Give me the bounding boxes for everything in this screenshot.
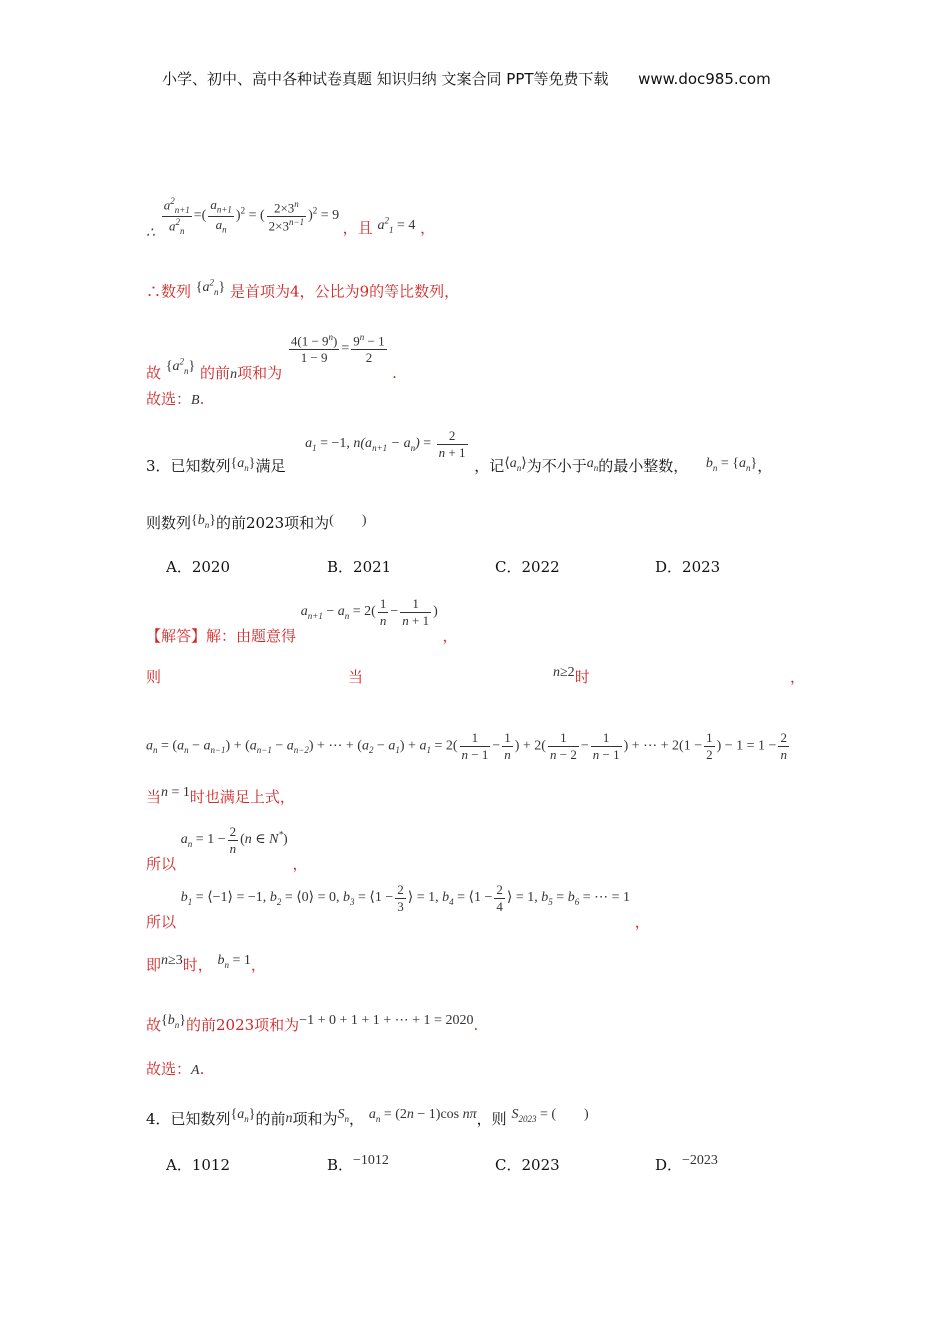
prev-line-1	[146, 196, 436, 242]
sum-formula: $\frac{4(1 - 9^n)}{1 - 9}$ = $\frac{9^n - 1}{2}$	[290, 332, 385, 365]
q3-so-bn	[146, 882, 650, 932]
period: .	[473, 1016, 479, 1034]
gu: 故	[146, 363, 162, 382]
comma: ，	[442, 627, 458, 646]
sum-text: 的前	[200, 363, 231, 382]
q3-option-c[interactable]: C．2022	[495, 558, 560, 576]
seq-bn: $\{b_n\}$	[191, 513, 216, 530]
q3-so-an	[146, 824, 308, 874]
bn-eq-1: $b_n = 1$	[217, 953, 251, 970]
prev-line-2	[146, 277, 460, 302]
q3-then: 则	[146, 668, 162, 686]
q3-solution-line-1	[146, 596, 458, 646]
q4-then: ，则	[476, 1110, 507, 1128]
q3-option-d[interactable]: D．2023	[655, 558, 721, 576]
q3-note-2: 为不小于	[526, 457, 587, 476]
ie-shi: 时，	[182, 956, 213, 974]
q3-paren: ( )	[329, 513, 367, 528]
q4-option-d-label: D．	[655, 1156, 683, 1174]
an-var: $a_n$	[586, 456, 599, 474]
and-text: ，且	[342, 219, 373, 238]
q4-option-d[interactable]	[655, 1152, 718, 1174]
sum-value: −1 + 0 + 1 + 1 + ⋯ + 1 = 2020	[299, 1013, 474, 1028]
q3-line-2	[146, 512, 367, 530]
q3-satisfy: 满足	[255, 457, 286, 476]
q3-sum-line	[146, 1012, 479, 1034]
prev-line-3	[146, 332, 397, 382]
q4-option-c[interactable]: C．2023	[495, 1156, 560, 1174]
q3-n1-line	[146, 785, 295, 806]
ie-label: 即	[146, 956, 162, 974]
q3-then-comma: ，	[790, 668, 806, 686]
n-var: n	[285, 1111, 293, 1126]
a1-squared: $a^2_1 = 4$	[377, 215, 416, 236]
q3-n-ge-2	[553, 664, 590, 686]
q4-comma: ，	[349, 1110, 365, 1128]
q4-option-a[interactable]: A．1012	[166, 1156, 231, 1174]
an-def-q4: $a_n = (2n - 1)\cos$ nπ	[368, 1107, 477, 1124]
therefore-seq: ∴数列	[146, 282, 192, 301]
q4-mid: 的前	[255, 1110, 286, 1128]
q3-note: ，记	[474, 457, 505, 476]
ceil-an: $⟨a_n⟩$	[504, 456, 527, 474]
bn-def: $b_n = \{a_n\}$	[705, 456, 758, 474]
answer-label: 【解答】解：由题意得	[146, 627, 297, 646]
header-site: www.doc985.com	[638, 70, 771, 88]
choice-value: B	[191, 393, 200, 408]
n-geq-3: n≥3	[161, 953, 183, 968]
comma: ，	[250, 956, 266, 974]
page-header	[162, 72, 771, 87]
q4-line	[146, 1106, 589, 1128]
choice-end: .	[199, 1060, 205, 1078]
so-label-2: 所以	[146, 913, 177, 932]
seq-an2: $\{a^2_n\}$	[195, 277, 226, 297]
q4-number: 4．已知数列	[146, 1110, 231, 1128]
an-closed-form: $a_n = 1$ − $\frac{2}{n}$ (n ∈ N*)	[180, 824, 288, 856]
q3-line-1	[146, 428, 773, 476]
q3-ie-line	[146, 952, 266, 974]
so-label: 所以	[146, 855, 177, 874]
ratio-formula: $\frac{a^2_{n+1}}{a^2_n}$ =( $\frac{a_{n+1}}{a_n}$ )$^2$ = ( $\frac{2\times 3^n}{2\times 3^{n-1}}$ )$^2$ = 9	[163, 196, 340, 236]
therefore-symbol: ∴	[146, 226, 155, 242]
seq-bn-2: $\{b_n\}$	[161, 1013, 186, 1030]
prev-choice	[146, 392, 204, 408]
seq-an2-b: $\{a^2_n\}$	[165, 356, 196, 376]
q4-option-b-value: −1012	[353, 1153, 389, 1168]
sum-text-2: 项和为	[237, 363, 283, 382]
shi: 时	[574, 668, 590, 686]
q3-line2-b: 的前2023项和为	[215, 514, 330, 532]
q3-option-a[interactable]: A．2020	[166, 558, 231, 576]
choice-label: 故选：	[146, 390, 192, 408]
q3-condition: $a_1 = -1$, $n(a_{n+1} - a_n)$ = $\frac{2}{n + 1}$	[305, 428, 466, 460]
period: .	[392, 363, 397, 382]
n-var: n	[230, 366, 238, 382]
comma: ，	[634, 913, 650, 932]
q3-end: ，	[757, 457, 773, 476]
n-eq-1: n = 1	[161, 785, 190, 800]
q3-number: 3．已知数列	[146, 457, 231, 476]
n-geq-2: n≥2	[553, 665, 575, 680]
q3-note-3: 的最小整数，	[598, 457, 689, 476]
q3-line2-text: 则数列	[146, 514, 192, 532]
sum-text: 的前2023项和为	[185, 1016, 300, 1034]
bn-values: $b_1$ = ⟨−1⟩ = −1, $b_2$ = ⟨0⟩ = 0, $b_3$ = ⟨1 − $\frac{2}{3}$ ⟩ = 1, $b_4$ = ⟨1 − $\frac{2}{4}$ ⟩ = 1, $b_5 = b_6$ = ⋯ = 1	[180, 882, 630, 914]
when-n1: 当	[146, 788, 162, 806]
geometric-text: 是首项为4，公比为9的等比数列，	[230, 282, 460, 301]
s2023: $S_{2023}$ =	[511, 1107, 552, 1124]
q4-option-b[interactable]	[327, 1152, 389, 1174]
header-text: 小学、初中、高中各种试卷真题 知识归纳 文案合同 PPT等免费下载	[162, 70, 609, 88]
comma: ，	[420, 219, 436, 238]
q4-mid2: 项和为	[292, 1110, 338, 1128]
q3-option-b[interactable]: B．2021	[327, 558, 392, 576]
diff-formula: $a_{n+1} - a_n = 2$( $\frac{1}{n}$ − $\frac{1}{n + 1}$ )	[300, 596, 438, 628]
telescoping-formula: $a_n = (a_n - a_{n-1}) + (a_{n-1} - a_{n-2})$ + ⋯ + $(a_2 - a_1) + a_1 = 2$( $\frac{1}{n - 1}$ − $\frac{1}{n}$ ) + 2( $\frac{1}{n - 2}$ − $\frac{1}{n - 1}$ ) + ⋯ + 2(1 − $\frac{1}{2}$ ) − 1 = 1 − $\frac{2}{n}$	[146, 730, 787, 762]
q4-option-b-label: B．	[327, 1156, 354, 1174]
seq-an-q4: $\{a_n\}$	[230, 1107, 256, 1124]
q4-option-d-value: −2023	[682, 1153, 718, 1168]
sum-gu: 故	[146, 1016, 162, 1034]
q3-when: 当	[348, 668, 364, 686]
also-satisfy: 时也满足上式，	[189, 788, 295, 806]
choice-value: A	[191, 1063, 200, 1078]
choice-end: .	[199, 390, 205, 408]
sn: $S_n$	[337, 1107, 350, 1124]
seq-an: $\{a_n\}$	[230, 456, 256, 474]
q3-choice	[146, 1062, 204, 1078]
comma: ，	[292, 855, 308, 874]
choice-label: 故选：	[146, 1060, 192, 1078]
q4-paren: ( )	[551, 1107, 589, 1122]
